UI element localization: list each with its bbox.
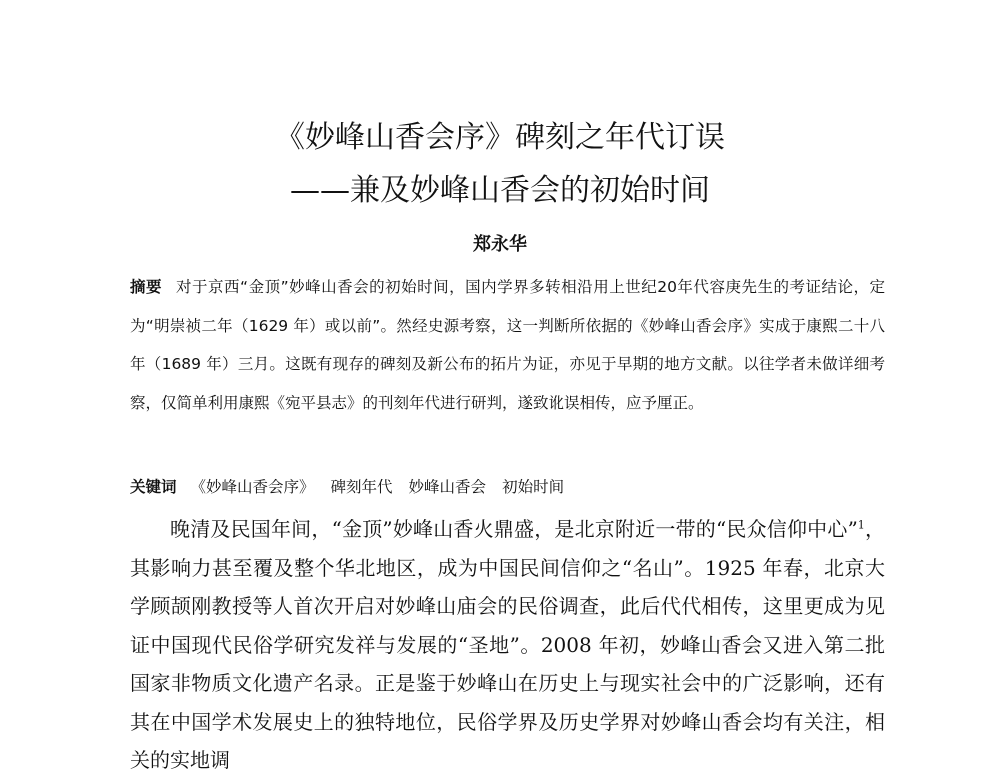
abstract-label: 摘要 <box>130 278 163 296</box>
footnote-reference[interactable]: 1 <box>857 518 865 532</box>
page-subtitle: ——兼及妙峰山香会的初始时间 <box>290 173 710 208</box>
keyword-item: 《妙峰山香会序》 <box>190 478 315 496</box>
abstract-text: 对于京西“金顶”妙峰山香会的初始时间，国内学界多转相沿用上世纪20年代容庚先生的考证结论，定为“明崇祯二年（1629 年）或以前”。然经史源考察，这一判断所依据的《妙峰山香会序》实成于康熙二十八年（1689 年）三月。这既有现存的碑刻及新公布的拓片为证，亦见于早期的地方文献。以往学者未做详细考察，仅简单利用康熙《宛平县志》的刊刻年代进行研判，遂致讹误相传，应予厘正。 <box>130 278 885 412</box>
keyword-item: 妙峰山香会 <box>408 478 487 496</box>
keywords-label: 关键词 <box>130 478 177 496</box>
body-text-part2: ，其影响力甚至覆及整个华北地区，成为中国民间信仰之“名山”。1925 年春，北京大学顾颉刚教授等人首次开启对妙峰山庙会的民俗调查，此后代代相传，这里更成为见证中国现代民俗学研究发祥与发展的“圣地”。2008 年初，妙峰山香会又进入第二批国家非物质文化遗产名录。正是鉴于妙峰山在历史上与现实社会中的广泛影响，还有其在中国学术发展史上的独特地位，民俗学界及历史学界对妙峰山香会均有关注，相关的实地调 <box>130 517 885 772</box>
abstract <box>130 268 885 422</box>
page-title: 《妙峰山香会序》碑刻之年代订误 <box>275 120 725 155</box>
keyword-item: 碑刻年代 <box>330 478 393 496</box>
keywords <box>130 473 885 501</box>
body-paragraph <box>130 510 885 780</box>
body-text-part1: 晚清及民国年间，“金顶”妙峰山香火鼎盛，是北京附近一带的“民众信仰中心” <box>170 517 858 541</box>
keyword-item: 初始时间 <box>502 478 565 496</box>
author-name: 郑永华 <box>473 234 527 255</box>
